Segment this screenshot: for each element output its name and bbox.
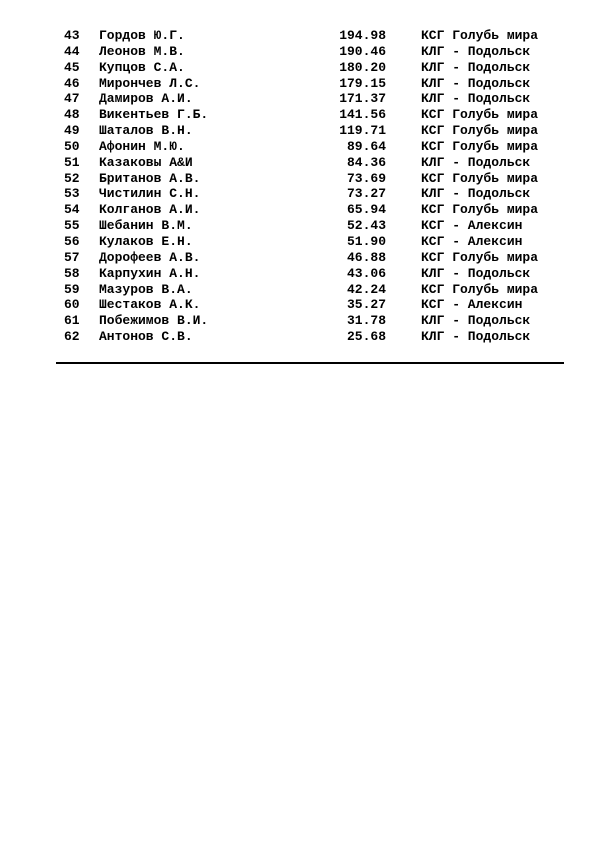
rank-cell: 51 (64, 154, 80, 170)
name-cell: Шестаков А.К. (99, 297, 201, 313)
rank-cell: 47 (64, 91, 80, 107)
rank-cell: 62 (64, 329, 80, 345)
club-cell: КЛГ - Подольск (421, 313, 531, 329)
name-cell: Чистилин С.Н. (99, 186, 201, 202)
name-cell: Афонин М.Ю. (99, 138, 185, 154)
rank-cell: 45 (64, 59, 80, 75)
name-cell: Карпухин А.Н. (99, 265, 201, 281)
name-cell: Побежимов В.И. (99, 313, 209, 329)
score-cell: 43.06 (346, 265, 386, 281)
rank-cell: 52 (64, 170, 80, 186)
table-row (0, 329, 600, 345)
table-row (0, 186, 600, 202)
table-row (0, 250, 600, 266)
table-row (0, 107, 600, 123)
name-cell: Гордов Ю.Г. (99, 28, 185, 43)
club-cell: КЛГ - Подольск (421, 265, 531, 281)
rank-cell: 49 (64, 123, 80, 139)
name-cell: Леонов М.В. (99, 43, 185, 59)
table-row (0, 76, 600, 92)
club-cell: КСГ Голубь мира (421, 170, 539, 186)
score-cell: 180.20 (339, 59, 386, 75)
club-cell: КСГ Голубь мира (421, 107, 539, 123)
rank-cell: 55 (64, 218, 80, 234)
name-cell: Мазуров В.А. (99, 281, 193, 297)
name-cell: Мирончев Л.С. (99, 75, 201, 91)
score-cell: 51.90 (346, 233, 386, 249)
rank-cell: 43 (64, 28, 80, 43)
name-cell: Кулаков Е.Н. (99, 233, 193, 249)
score-cell: 31.78 (346, 313, 386, 329)
name-cell: Викентьев Г.Б. (99, 107, 209, 123)
club-cell: КСГ Голубь мира (421, 123, 539, 139)
table-row (0, 202, 600, 218)
name-cell: Дамиров А.И. (99, 91, 193, 107)
rank-cell: 57 (64, 249, 80, 265)
club-cell: КЛГ - Подольск (421, 329, 531, 345)
table-end-divider (56, 362, 564, 364)
rank-cell: 59 (64, 281, 80, 297)
club-cell: КЛГ - Подольск (421, 43, 531, 59)
rank-cell: 58 (64, 265, 80, 281)
club-cell: КЛГ - Подольск (421, 75, 531, 91)
name-cell: Дорофеев А.В. (99, 249, 201, 265)
name-cell: Шебанин В.М. (99, 218, 193, 234)
club-cell: КСГ Голубь мира (421, 28, 539, 43)
rank-cell: 48 (64, 107, 80, 123)
score-cell: 73.27 (346, 186, 386, 202)
score-cell: 46.88 (346, 249, 386, 265)
table-row (0, 297, 600, 313)
table-row (0, 28, 600, 44)
table-row (0, 139, 600, 155)
table-row (0, 44, 600, 60)
club-cell: КЛГ - Подольск (421, 59, 531, 75)
score-cell: 84.36 (346, 154, 386, 170)
rank-cell: 56 (64, 233, 80, 249)
club-cell: КСГ - Алексин (421, 233, 523, 249)
table-row (0, 313, 600, 329)
score-cell: 73.69 (346, 170, 386, 186)
table-row (0, 218, 600, 234)
table-row (0, 155, 600, 171)
club-cell: КСГ - Алексин (421, 297, 523, 313)
name-cell: Казаковы А&И (99, 154, 193, 170)
table-row (0, 171, 600, 187)
rank-cell: 44 (64, 43, 80, 59)
score-cell: 35.27 (346, 297, 386, 313)
rank-cell: 46 (64, 75, 80, 91)
name-cell: Британов А.В. (99, 170, 201, 186)
table-row (0, 123, 600, 139)
table-row (0, 60, 600, 76)
score-cell: 52.43 (346, 218, 386, 234)
score-cell: 42.24 (346, 281, 386, 297)
club-cell: КСГ Голубь мира (421, 138, 539, 154)
score-cell: 119.71 (339, 123, 386, 139)
score-cell: 89.64 (346, 138, 386, 154)
rank-cell: 50 (64, 138, 80, 154)
results-table (0, 28, 600, 345)
club-cell: КСГ - Алексин (421, 218, 523, 234)
name-cell: Шаталов В.Н. (99, 123, 193, 139)
club-cell: КСГ Голубь мира (421, 281, 539, 297)
table-row (0, 234, 600, 250)
name-cell: Антонов С.В. (99, 329, 193, 345)
table-row (0, 282, 600, 298)
table-row (0, 266, 600, 282)
score-cell: 141.56 (339, 107, 386, 123)
rank-cell: 60 (64, 297, 80, 313)
score-cell: 190.46 (339, 43, 386, 59)
club-cell: КЛГ - Подольск (421, 91, 531, 107)
club-cell: КЛГ - Подольск (421, 186, 531, 202)
name-cell: Купцов С.А. (99, 59, 185, 75)
score-cell: 171.37 (339, 91, 386, 107)
name-cell: Колганов А.И. (99, 202, 201, 218)
score-cell: 179.15 (339, 75, 386, 91)
score-cell: 65.94 (346, 202, 386, 218)
club-cell: КЛГ - Подольск (421, 154, 531, 170)
score-cell: 25.68 (346, 329, 386, 345)
club-cell: КСГ Голубь мира (421, 202, 539, 218)
club-cell: КСГ Голубь мира (421, 249, 539, 265)
rank-cell: 61 (64, 313, 80, 329)
table-row (0, 91, 600, 107)
rank-cell: 53 (64, 186, 80, 202)
rank-cell: 54 (64, 202, 80, 218)
score-cell: 194.98 (339, 28, 386, 43)
